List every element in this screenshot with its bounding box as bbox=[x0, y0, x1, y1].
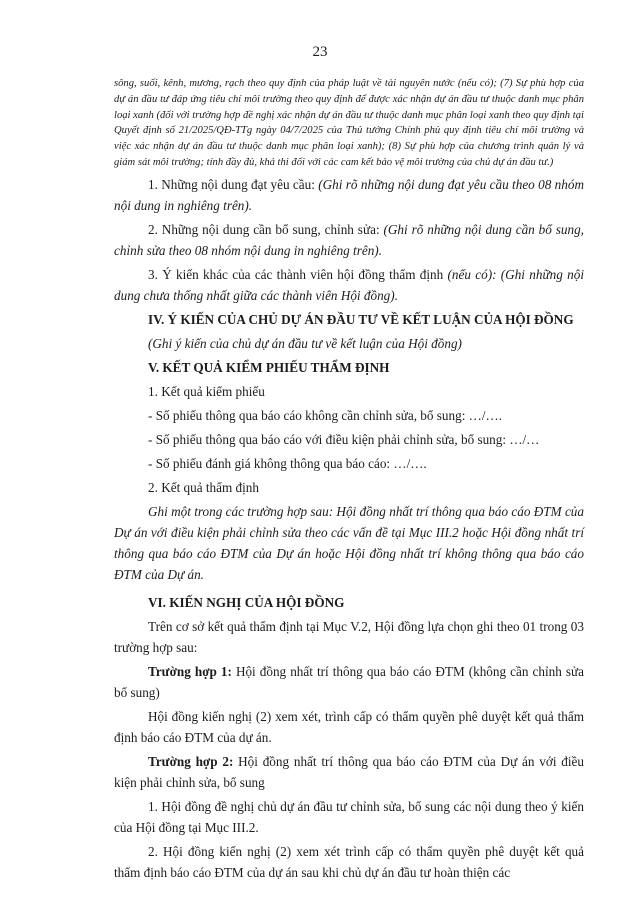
section5-heading: V. KẾT QUẢ KIỂM PHIẾU THẨM ĐỊNH bbox=[148, 359, 390, 375]
section3-item3 bbox=[114, 264, 584, 306]
case2-item2: 2. Hội đồng kiến nghị (2) xem xét trình cấp có thẩm quyền phê duyệt kết quả thẩm định báo cáo ĐTM của dự án sau khi chủ dự án đầu tư hoàn thiện các bbox=[114, 843, 584, 880]
section6-intro: Trên cơ sở kết quả thẩm định tại Mục V.2, Hội đồng lựa chọn ghi theo 01 trong 03 trường hợp sau: bbox=[114, 618, 584, 655]
case2 bbox=[114, 751, 584, 793]
case2-text: Hội đồng nhất trí thông qua báo cáo ĐTM của Dự án với điều kiện phải chỉnh sửa, bổ sung bbox=[114, 753, 584, 790]
section3-item3-note: (nếu có): (Ghi những nội dung chưa thống nhất giữa các thành viên Hội đồng). bbox=[114, 266, 584, 303]
vote-line-3: - Số phiếu đánh giá không thông qua báo cáo: …/…. bbox=[148, 455, 427, 471]
case1 bbox=[114, 661, 584, 703]
case2-item1: 1. Hội đồng đề nghị chủ dự án đầu tư chỉnh sửa, bổ sung các nội dung theo ý kiến của Hội đồng tại Mục III.2. bbox=[114, 798, 584, 835]
section3-item2 bbox=[114, 219, 584, 261]
case2-label: Trường hợp 2: bbox=[148, 753, 239, 769]
section5-note: Ghi một trong các trường hợp sau: Hội đồng nhất trí thông qua báo cáo ĐTM của Dự án với điều kiện phải chỉnh sửa theo các vấn đề tại Mục III.2 hoặc Hội đồng nhất trí thông qua báo cáo ĐTM của Dự án hoặc Hội đồng nhất trí không thông qua báo cáo ĐTM của Dự án. bbox=[114, 503, 584, 582]
section4-note: (Ghi ý kiến của chủ dự án đầu tư về kết luận của Hội đồng) bbox=[148, 335, 462, 351]
case1-text: Hội đồng nhất trí thông qua báo cáo ĐTM (không cần chỉnh sửa bổ sung) bbox=[114, 663, 584, 700]
criteria-note: sông, suối, kênh, mương, rạch theo quy định của pháp luật về tài nguyên nước (nếu có); (7) Sự phù hợp của dự án đầu tư đáp ứng tiêu chí môi trường theo quy định để được xác nhận dự án đầu tư thuộc danh mục phân loại xanh (đối với trường hợp đề nghị xác nhận dự án đầu tư thuộc danh mục phân loại xanh theo quy định tại Quyết định số 21/2025/QĐ-TTg ngày 04/7/2025 của Thủ tướng Chính phủ quy định tiêu chí môi trường và việc xác nhận dự án đầu tư thuộc danh mục phân loại xanh); (8) Sự phù hợp của chương trình quản lý và giám sát môi trường; tính đầy đủ, khả thi đối với các cam kết bảo vệ môi trường của chủ dự án đầu tư.) bbox=[114, 78, 584, 168]
document-body bbox=[114, 76, 584, 886]
section3-item1-note: (Ghi rõ những nội dung đạt yêu cầu theo 08 nhóm nội dung in nghiêng trên). bbox=[114, 176, 584, 213]
section6-heading: VI. KIẾN NGHỊ CỦA HỘI ĐỒNG bbox=[148, 594, 345, 610]
case1-label: Trường hợp 1: bbox=[148, 663, 236, 679]
section3-item1 bbox=[114, 174, 584, 216]
section4-heading: IV. Ý KIẾN CỦA CHỦ DỰ ÁN ĐẦU TƯ VỀ KẾT LUẬN CỦA HỘI ĐỒNG bbox=[148, 311, 574, 327]
section3-item2-label: 2. Những nội dung cần bổ sung, chỉnh sửa: bbox=[148, 221, 384, 237]
case1-detail: Hội đồng kiến nghị (2) xem xét, trình cấp có thẩm quyền phê duyệt kết quả thẩm định báo cáo ĐTM của dự án. bbox=[114, 708, 584, 745]
vote-line-1: - Số phiếu thông qua báo cáo không cần chỉnh sửa, bổ sung: …/…. bbox=[148, 407, 502, 423]
section3-item3-label: 3. Ý kiến khác của các thành viên hội đồng thẩm định bbox=[148, 266, 448, 282]
section5-sub2: 2. Kết quả thẩm định bbox=[148, 479, 259, 495]
section3-item2-note: (Ghi rõ những nội dung cần bổ sung, chỉnh sửa theo 08 nhóm nội dung in nghiêng trên). bbox=[114, 221, 584, 258]
section5-sub1: 1. Kết quả kiểm phiếu bbox=[148, 383, 265, 399]
vote-line-2: - Số phiếu thông qua báo cáo với điều kiện phải chỉnh sửa, bổ sung: …/… bbox=[148, 431, 540, 447]
page-number: 23 bbox=[312, 44, 328, 60]
section3-item1-label: 1. Những nội dung đạt yêu cầu: bbox=[148, 176, 319, 192]
